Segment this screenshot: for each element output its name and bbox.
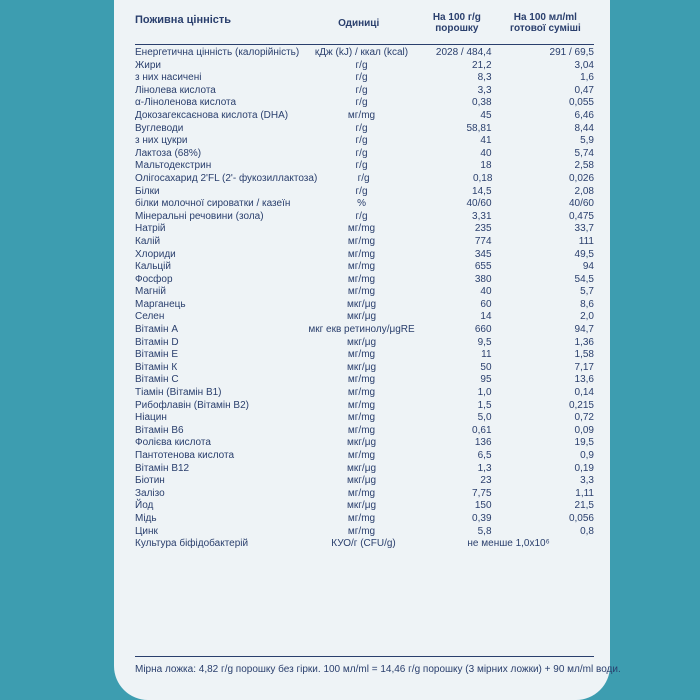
cell-per-100ml: 0,475	[568, 210, 594, 222]
footnote: Мірна ложка: 4,82 г/g порошку без гірки. 100 мл/ml = 14,46 г/g порошку (3 мірних ложки) + 90 мл/ml води.	[135, 664, 621, 675]
table-row	[135, 223, 594, 236]
cell-per-100ml: 8,44	[574, 122, 594, 134]
cell-unit: мг/mg	[347, 525, 376, 537]
cell-per-100g: 41	[480, 135, 492, 147]
header-per-100ml	[497, 12, 594, 34]
cell-nutrient: Олігосахарид 2'FL (2'- фукозиллактоза)	[135, 172, 318, 184]
cell-per-100g: 21,2	[472, 59, 492, 71]
cell-nutrient: Хлориди	[135, 248, 176, 260]
table-row	[135, 261, 594, 274]
cell-unit: мкг/μg	[347, 462, 377, 474]
table-row	[135, 47, 594, 60]
table-row	[135, 437, 594, 450]
cell-per-100ml: 5,9	[580, 135, 594, 147]
cell-unit: мг/mg	[347, 223, 376, 235]
header-per-100g-line2: порошку	[435, 23, 479, 34]
cell-unit: мкг/μg	[347, 475, 377, 487]
cell-per-100ml: 3,3	[580, 475, 594, 487]
table-row	[135, 186, 594, 199]
cell-nutrient: Магній	[135, 286, 166, 298]
header-nutrient: Поживна цінність	[135, 14, 232, 26]
cell-nutrient: Цинк	[135, 525, 158, 537]
cell-nutrient: Вітамін Е	[135, 349, 178, 361]
cell-per-100ml: 0,215	[568, 399, 594, 411]
table-row	[135, 85, 594, 98]
cell-nutrient: з них цукри	[135, 135, 188, 147]
table-row	[135, 463, 594, 476]
nutrition-table	[135, 12, 594, 551]
table-row	[135, 286, 594, 299]
cell-per-100g: 58,81	[466, 122, 492, 134]
cell-per-100ml: 2,0	[580, 311, 594, 323]
table-row	[135, 513, 594, 526]
cell-unit: мг/mg	[347, 450, 376, 461]
cell-nutrient: Мінеральні речовини (зола)	[135, 210, 264, 222]
cell-unit: г/g	[355, 147, 368, 159]
cell-per-100g: 380	[474, 273, 492, 285]
header-per-100g	[417, 12, 497, 34]
cell-per-100g: 345	[474, 248, 492, 260]
cell-nutrient: α-Ліноленова кислота	[135, 97, 237, 109]
cell-per-100g: 11	[481, 349, 492, 361]
table-row	[135, 97, 594, 110]
cell-per-100ml: 33,7	[574, 223, 594, 235]
cell-unit: кДж (kJ) / ккал (kcal)	[314, 47, 409, 58]
cell-per-100ml: 13,6	[574, 374, 594, 386]
table-last-row-wrap	[135, 538, 594, 551]
cell-nutrient: з них насичені	[135, 72, 202, 84]
cell-nutrient: Фосфор	[135, 273, 173, 285]
cell-nutrient: Біотин	[135, 475, 165, 487]
cell-per-100g: 774	[474, 235, 492, 247]
cell-unit: г/g	[357, 172, 370, 184]
table-row	[135, 173, 594, 186]
table-row	[135, 198, 594, 211]
cell-per-100g: 0,39	[472, 512, 492, 524]
table-row	[135, 236, 594, 249]
cell-nutrient: Кальцій	[135, 261, 171, 273]
cell-unit: мкг/μg	[347, 437, 377, 449]
cell-unit: мкг/μg	[347, 336, 377, 348]
cell-per-100g: 14	[480, 311, 492, 323]
cell-per-100ml: 2,58	[574, 160, 594, 172]
cell-nutrient: Тіамін (Вітамін В1)	[135, 387, 222, 399]
table-row	[135, 425, 594, 438]
cell-per-100g: 6,5	[477, 450, 492, 461]
table-row	[135, 148, 594, 161]
cell-unit: г/g	[355, 72, 368, 84]
cell-per-100ml: 0,09	[574, 424, 594, 436]
cell-per-100ml: 21,5	[574, 500, 594, 512]
table-row	[135, 387, 594, 400]
cell-nutrient: Залізо	[135, 487, 165, 499]
cell-per-100g: 0,61	[472, 424, 492, 436]
table-row	[135, 60, 594, 73]
cell-per-100ml: 94,7	[574, 324, 594, 336]
cell-nutrient: Вітамін К	[135, 361, 178, 373]
cell-per-100ml: 49,5	[574, 248, 594, 260]
cell-nutrient: Лінолева кислота	[135, 84, 216, 96]
cell-per-100g: 7,75	[472, 487, 492, 499]
cell-per-100ml: 111	[578, 235, 594, 247]
table-row	[135, 123, 594, 136]
cell-nutrient: Фолієва кислота	[135, 437, 211, 449]
cell-per-100g: 655	[474, 261, 492, 273]
cell-per-100g: 3,31	[472, 210, 492, 222]
cell-per-100ml: 8,6	[580, 298, 594, 310]
cell-per-100ml: 7,17	[574, 361, 594, 373]
cell-nutrient: Вуглеводи	[135, 122, 184, 134]
cell-per-100ml: 0,9	[580, 450, 594, 461]
table-row	[135, 324, 594, 337]
cell-per-100g: 3,3	[477, 84, 492, 96]
cell-per-100g: 40	[480, 286, 492, 298]
table-row	[135, 400, 594, 413]
table-row	[135, 160, 594, 173]
cell-per-100ml: 1,58	[574, 349, 594, 361]
cell-per-100g: 95	[480, 374, 492, 386]
cell-unit: мг/mg	[347, 273, 376, 285]
table-row	[135, 475, 594, 488]
cell-per-100g: 14,5	[472, 185, 492, 197]
table-row	[135, 488, 594, 501]
cell-per-100ml: 5,7	[580, 286, 594, 298]
cell-nutrient: Вітамін С	[135, 374, 179, 386]
cell-nutrient: Натрій	[135, 223, 166, 235]
cell-per-100ml: 1,11	[575, 487, 594, 499]
cell-unit: мг/mg	[347, 424, 376, 436]
table-row	[135, 337, 594, 350]
cell-unit: мг/mg	[347, 286, 376, 298]
cell-unit: мг/mg	[347, 235, 376, 247]
cell-per-100g: 8,3	[477, 72, 492, 84]
cell-nutrient: Марганець	[135, 298, 186, 310]
cell-per-100ml: 3,04	[574, 59, 594, 71]
cell-unit: мкг/μg	[347, 500, 377, 512]
table-row	[135, 412, 594, 425]
header-per-100g-line1: На 100 г/g	[432, 12, 481, 23]
cell-nutrient: Йод	[135, 500, 154, 512]
cell-per-100ml: 291 / 69,5	[549, 47, 594, 58]
table-row	[135, 72, 594, 85]
cell-unit: г/g	[355, 160, 368, 172]
cell-nutrient: Енергетична цінність (калорійність)	[135, 47, 300, 58]
cell-unit: г/g	[355, 84, 368, 96]
table-row	[135, 362, 594, 375]
cell-unit: г/g	[355, 210, 368, 222]
cell-unit: мг/mg	[347, 387, 376, 399]
cell-per-100ml: 1,36	[574, 336, 594, 348]
cell-unit: г/g	[355, 97, 368, 109]
table-row	[135, 450, 594, 463]
cell-nutrient: Вітамін В12	[135, 462, 190, 474]
table-row	[135, 349, 594, 362]
table-row	[135, 135, 594, 148]
table-row	[135, 526, 594, 539]
cell-unit: мг/mg	[347, 374, 376, 386]
cell-per-100ml: 0,19	[574, 462, 594, 474]
cell-per-100g: 1,3	[477, 462, 492, 474]
cell-unit: мг/mg	[347, 109, 376, 121]
cell-per-100g: 5,0	[477, 412, 492, 424]
table-row	[135, 311, 594, 324]
cell-per-100g: 1,0	[477, 387, 492, 399]
table-header	[135, 12, 594, 45]
cell-per-100g: 18	[480, 160, 492, 172]
cell-nutrient: Жири	[135, 59, 161, 71]
cell-per-100g: 235	[474, 223, 492, 235]
header-per-100ml-line1: На 100 мл/ml	[513, 12, 577, 23]
cell-per-100g: 45	[480, 109, 492, 121]
cell-per-100ml: 0,72	[574, 412, 594, 424]
cell-unit: мг/mg	[347, 349, 376, 361]
table-row	[135, 274, 594, 287]
cell-nutrient: білки молочної сироватки / казеїн	[135, 198, 291, 210]
cell-per-100g: 2028 / 484,4	[435, 47, 492, 58]
cell-nutrient: Рибофлавін (Вітамін В2)	[135, 399, 249, 411]
table-body	[135, 45, 594, 538]
cell-per-100ml: 5,74	[574, 147, 594, 159]
cell-nutrient: Вітамін D	[135, 336, 179, 348]
cell-per-100g: 40/60	[466, 198, 492, 210]
cell-nutrient: Ніацин	[135, 412, 167, 424]
cell-unit: г/g	[355, 185, 368, 197]
cell-per-100ml: 54,5	[574, 273, 594, 285]
table-row	[135, 299, 594, 312]
cell-unit: мг/mg	[347, 248, 376, 260]
cell-unit: г/g	[355, 135, 368, 147]
cell-unit: КУО/г (CFU/g)	[331, 538, 396, 550]
cell-nutrient: Докозагексаєнова кислота (DHA)	[135, 109, 289, 121]
cell-per-100g: 660	[474, 324, 492, 336]
nutrition-panel	[114, 0, 621, 700]
cell-per-100g: 1,5	[477, 399, 492, 411]
cell-per-100ml: 0,055	[568, 97, 594, 109]
table-row	[135, 500, 594, 513]
cell-nutrient: Селен	[135, 311, 165, 323]
cell-nutrient: Пантотенова кислота	[135, 450, 235, 461]
cell-per-100ml: 6,46	[574, 109, 594, 121]
cell-nutrient: Мальтодекстрин	[135, 160, 212, 172]
cell-nutrient: Вітамін В6	[135, 424, 184, 436]
cell-unit: мкг екв ретинолу/μgRE	[308, 324, 415, 336]
cell-unit: г/g	[355, 122, 368, 134]
cell-per-100ml: 0,47	[574, 84, 594, 96]
table-row	[135, 374, 594, 387]
cell-nutrient: Мідь	[135, 512, 157, 524]
cell-unit: мкг/μg	[347, 298, 377, 310]
cell-per-100ml: 0,056	[568, 512, 594, 524]
cell-per-100g: 40	[480, 147, 492, 159]
cell-unit: мкг/μg	[347, 361, 377, 373]
cell-per-100ml: 0,14	[574, 387, 594, 399]
cell-per-100ml: 0,8	[580, 525, 594, 537]
cell-unit: мг/mg	[347, 512, 376, 524]
cell-unit: г/g	[355, 59, 368, 71]
cell-per-100g: 23	[480, 475, 492, 487]
cell-nutrient: Білки	[135, 185, 160, 197]
cell-unit: мг/mg	[347, 487, 376, 499]
cell-per-100ml: 1,6	[580, 72, 594, 84]
cell-per-100g: 50	[480, 361, 492, 373]
cell-value-span: не менше 1,0х10⁶	[467, 538, 550, 550]
cell-per-100g: 0,18	[472, 172, 493, 184]
cell-unit: %	[357, 198, 366, 210]
cell-unit: мкг/μg	[347, 311, 377, 323]
cell-unit: мг/mg	[347, 412, 376, 424]
header-units: Одиниці	[338, 18, 380, 29]
cell-unit: мг/mg	[347, 399, 376, 411]
cell-per-100g: 136	[474, 437, 492, 449]
cell-nutrient: Калій	[135, 235, 161, 247]
cell-nutrient: Культура біфідобактерій	[135, 538, 249, 550]
cell-per-100ml: 0,026	[568, 172, 595, 184]
cell-per-100g: 60	[480, 298, 492, 310]
cell-per-100ml: 19,5	[574, 437, 594, 449]
cell-nutrient: Лактоза (68%)	[135, 147, 202, 159]
cell-nutrient: Вітамін А	[135, 324, 178, 336]
cell-per-100g: 9,5	[477, 336, 492, 348]
cell-per-100ml: 94	[582, 261, 594, 273]
cell-per-100g: 0,38	[472, 97, 492, 109]
table-row	[135, 211, 594, 224]
cell-per-100ml: 2,08	[574, 185, 594, 197]
cell-per-100ml: 40/60	[568, 198, 594, 210]
table-row	[135, 249, 594, 262]
cell-unit: мг/mg	[347, 261, 376, 273]
cell-per-100g: 5,8	[477, 525, 492, 537]
cell-per-100g: 150	[474, 500, 492, 512]
footnote-divider	[135, 656, 594, 657]
header-per-100ml-line2: готової суміші	[509, 23, 581, 34]
table-row	[135, 110, 594, 123]
table-row	[135, 538, 594, 551]
